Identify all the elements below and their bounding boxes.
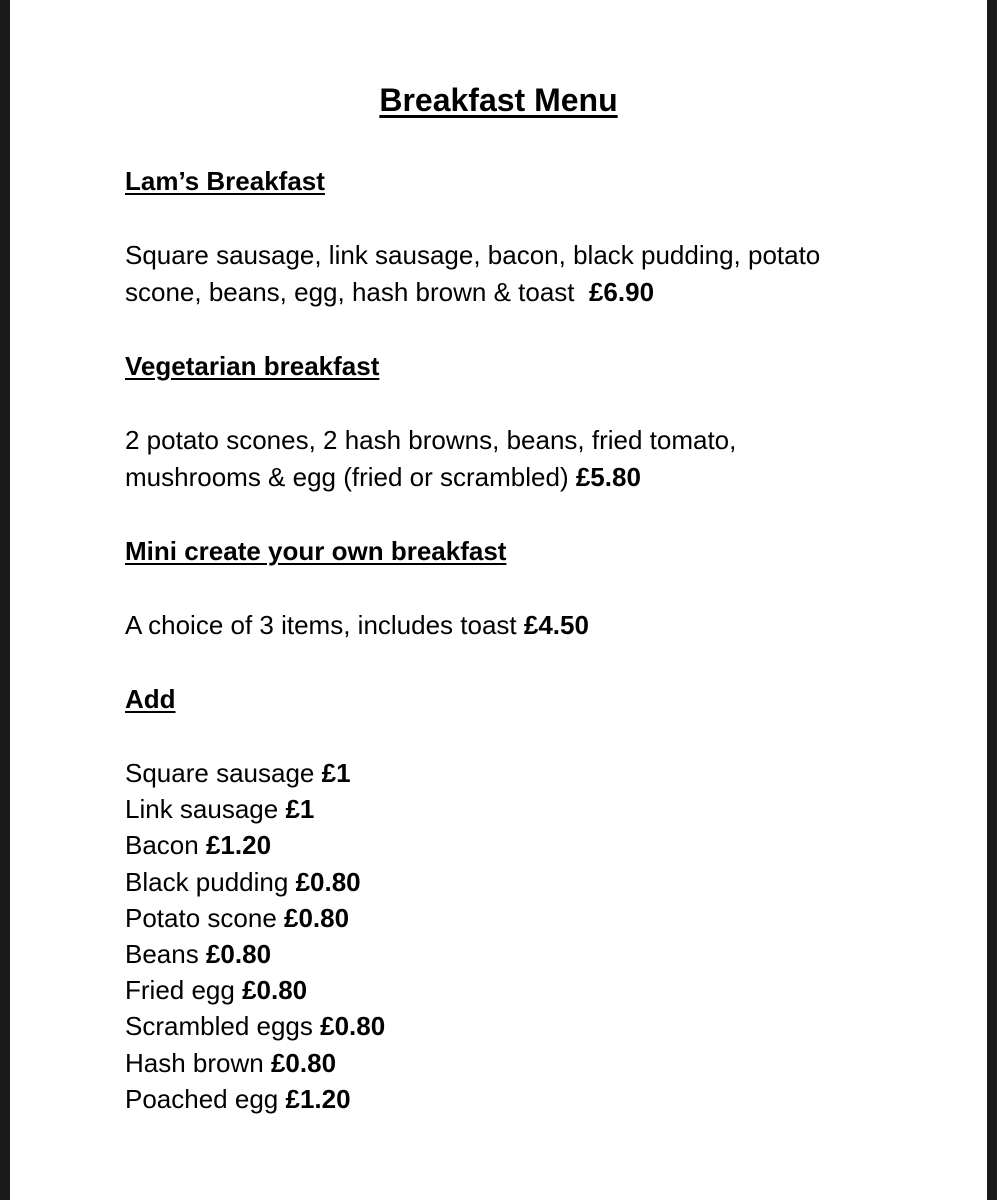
list-item <box>125 864 925 900</box>
item-name: Poached egg <box>125 1083 279 1114</box>
item-price: £0.80 <box>320 1011 386 1042</box>
list-item <box>125 755 925 791</box>
item-price: £1 <box>321 758 351 788</box>
section-description-lams-breakfast <box>125 237 925 311</box>
section-heading-vegetarian-breakfast: Vegetarian breakfast <box>125 351 380 381</box>
list-item <box>125 1008 925 1044</box>
item-price: £4.50 <box>523 610 589 640</box>
item-name: Bacon <box>125 830 199 861</box>
description-line: Square sausage, link sausage, bacon, black pudding, potato <box>125 240 821 270</box>
list-item <box>125 972 925 1008</box>
description-line: 2 potato scones, 2 hash browns, beans, fried tomato, <box>125 425 737 455</box>
item-price: £0.80 <box>205 939 272 970</box>
section-description-vegetarian-breakfast <box>125 422 925 496</box>
item-name: Hash brown <box>125 1047 264 1078</box>
page-title: Breakfast Menu <box>379 82 618 118</box>
item-price: £0.80 <box>242 975 308 1006</box>
description-line: scone, beans, egg, hash brown & toast <box>125 277 575 307</box>
item-price: £1 <box>285 794 315 825</box>
list-item <box>125 936 925 972</box>
section-heading-mini-breakfast: Mini create your own breakfast <box>125 536 507 566</box>
description-line: mushrooms & egg (fried or scrambled) <box>125 462 569 492</box>
list-item <box>125 827 925 863</box>
item-price: £1.20 <box>285 1083 351 1114</box>
list-item <box>125 1081 925 1117</box>
description-line: A choice of 3 items, includes toast <box>125 610 517 640</box>
item-price: £5.80 <box>575 462 641 492</box>
item-price: £6.90 <box>588 277 655 307</box>
item-name: Beans <box>125 939 199 970</box>
item-name: Fried egg <box>125 975 235 1006</box>
item-name: Potato scone <box>125 902 277 933</box>
item-name: Scrambled eggs <box>125 1011 313 1042</box>
list-item <box>125 791 925 827</box>
item-price: £0.80 <box>295 866 361 897</box>
item-price: £1.20 <box>205 830 272 861</box>
menu-content <box>125 163 925 1117</box>
item-price: £0.80 <box>270 1047 337 1078</box>
section-description-mini-breakfast <box>125 607 925 644</box>
section-heading-lams-breakfast: Lam’s Breakfast <box>125 166 325 196</box>
section-heading-add: Add <box>125 684 176 714</box>
add-items-list <box>125 755 925 1117</box>
list-item <box>125 1045 925 1081</box>
item-price: £0.80 <box>284 902 350 933</box>
menu-page <box>10 0 987 1200</box>
item-name: Black pudding <box>125 866 289 897</box>
list-item <box>125 900 925 936</box>
item-name: Link sausage <box>125 794 279 825</box>
item-name: Square sausage <box>125 758 315 788</box>
